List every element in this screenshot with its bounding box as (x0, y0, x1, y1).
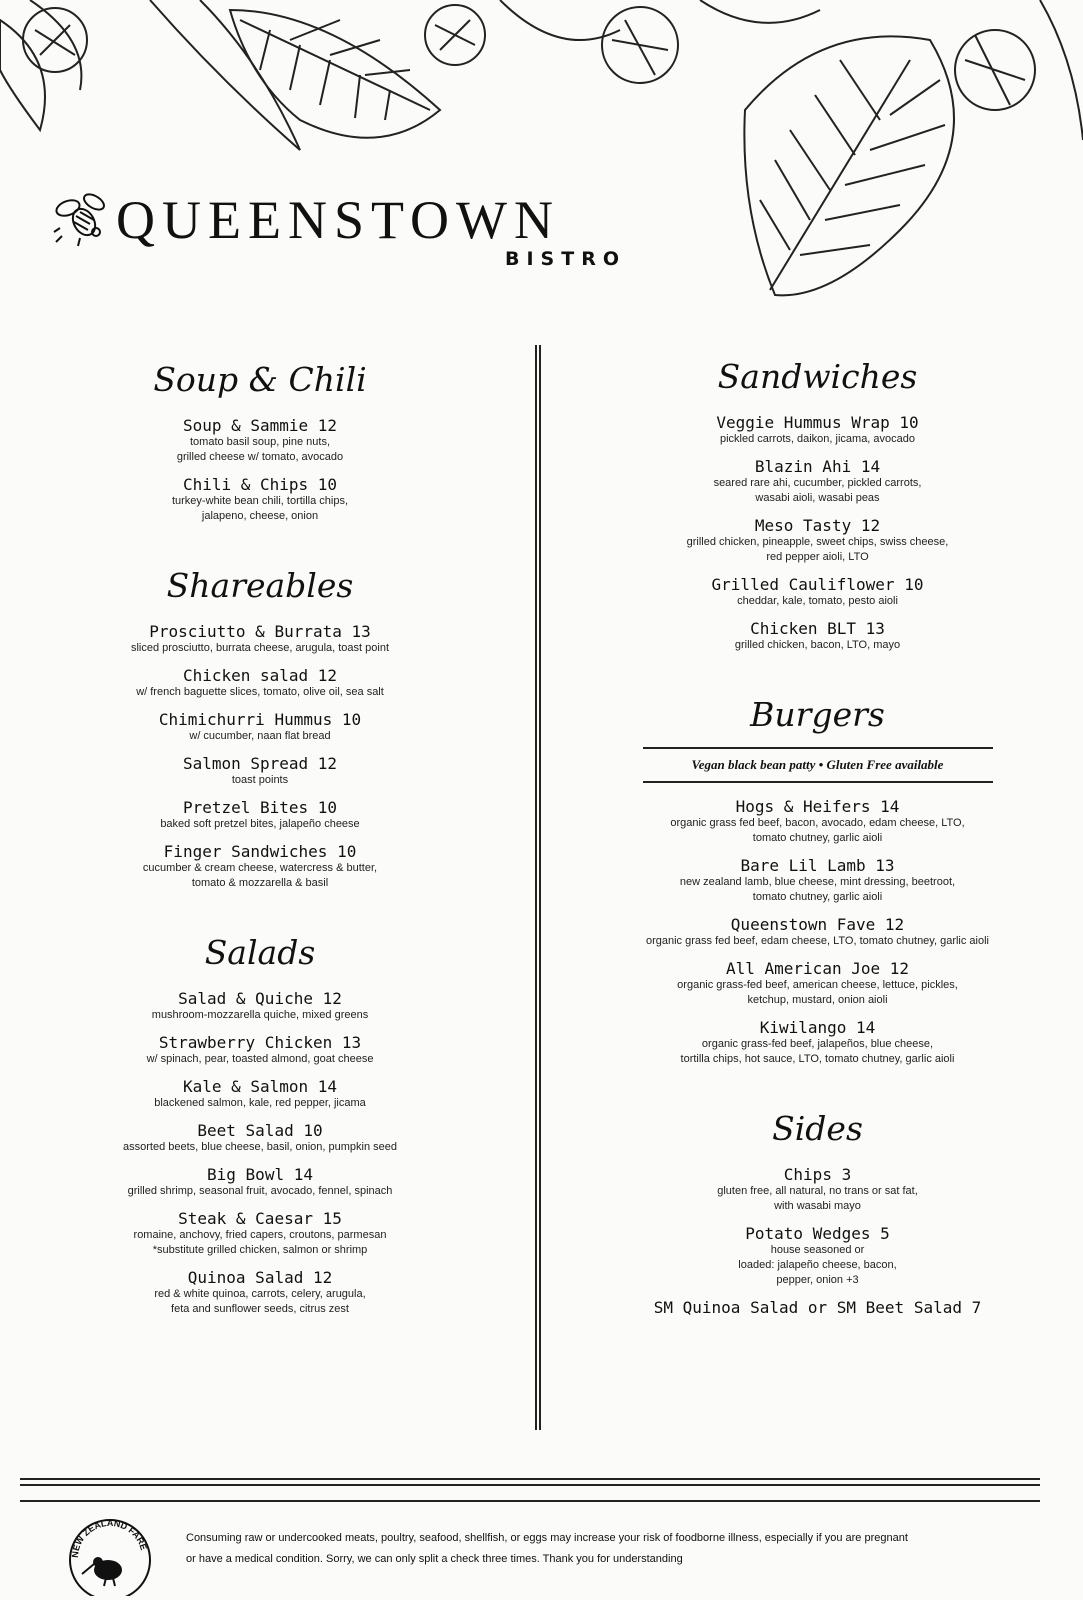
menu-item (85, 710, 435, 744)
menu-item-description: loaded: jalapeño cheese, bacon, (738, 1259, 897, 1271)
menu-item-description: grilled shrimp, seasonal fruit, avocado, fennel, spinach (127, 1185, 393, 1197)
menu-item-name: Chicken BLT 13 (750, 619, 885, 638)
menu-item-description: house seasoned or (770, 1244, 865, 1256)
menu-item-description: pickled carrots, daikon, jicama, avocado (719, 433, 916, 445)
menu-item-name: Blazin Ahi 14 (754, 457, 881, 476)
menu-item (610, 959, 1025, 1008)
menu-item-description: sliced prosciutto, burrata cheese, arugula, toast point (130, 642, 390, 654)
menu-item-name: Chicken salad 12 (182, 666, 338, 685)
menu-item-description: red pepper aioli, LTO (766, 551, 869, 563)
badge-text: NEW ZEALAND FARE (69, 1517, 149, 1559)
svg-text:NEW ZEALAND FARE (70, 1518, 149, 1558)
menu-item-name: Chimichurri Hummus 10 (158, 710, 362, 729)
section-sides (610, 1107, 1025, 1317)
menu-item (610, 619, 1025, 653)
section-burgers (610, 693, 1025, 1067)
menu-item-name: Grilled Cauliflower 10 (711, 575, 924, 594)
menu-item-name: Kiwilango 14 (759, 1018, 876, 1037)
menu-item (85, 1209, 435, 1258)
menu-item-name: Strawberry Chicken 13 (158, 1033, 362, 1052)
menu-item-name: Hogs & Heifers 14 (735, 797, 900, 816)
menu-item-description: tortilla chips, hot sauce, LTO, tomato chutney, garlic aioli (680, 1053, 955, 1065)
menu-item-name: Salmon Spread 12 (182, 754, 338, 773)
allergy-notice (186, 1528, 1036, 1570)
menu-item-name: Steak & Caesar 15 (178, 1209, 342, 1228)
note-rule (643, 781, 993, 783)
menu-item (610, 516, 1025, 565)
menu-item (85, 622, 435, 656)
menu-item (85, 1077, 435, 1111)
footer-rule (20, 1500, 1040, 1502)
section-salads (85, 931, 435, 1317)
brand-name: QUEENSTOWN (116, 190, 560, 250)
menu-item-name: Pretzel Bites 10 (182, 798, 338, 817)
menu-item-description: w/ cucumber, naan flat bread (189, 730, 331, 742)
menu-item (85, 798, 435, 832)
menu-item-description: seared rare ahi, cucumber, pickled carrots, (713, 477, 922, 489)
menu-item-name: Soup & Sammie 12 (182, 416, 338, 435)
menu-item-description: tomato basil soup, pine nuts, (189, 436, 331, 448)
menu-item (610, 575, 1025, 609)
menu-item-description: new zealand lamb, blue cheese, mint dressing, beetroot, (679, 876, 956, 888)
footer-rule (20, 1484, 1040, 1486)
menu-item-name: SM Quinoa Salad or SM Beet Salad 7 (653, 1298, 982, 1317)
menu-item (610, 457, 1025, 506)
brand-subtitle: BISTRO (505, 248, 626, 270)
menu-item-name: Veggie Hummus Wrap 10 (716, 413, 919, 432)
menu-item-description: cheddar, kale, tomato, pesto aioli (737, 595, 898, 607)
menu-item-description: blackened salmon, kale, red pepper, jicama (154, 1097, 366, 1109)
menu-item (610, 1224, 1025, 1288)
menu-item (85, 989, 435, 1023)
section-title: Burgers (750, 695, 885, 734)
menu-item-description: jalapeno, cheese, onion (201, 510, 319, 522)
menu-item-description: tomato chutney, garlic aioli (752, 832, 883, 844)
menu-item-description: assorted beets, blue cheese, basil, onion, pumpkin seed (123, 1141, 397, 1153)
menu-left-column (85, 358, 435, 1357)
menu-item-description: cucumber & cream cheese, watercress & butter, (142, 862, 378, 874)
dietary-note (643, 747, 993, 783)
menu-item (85, 416, 435, 465)
menu-item (610, 797, 1025, 846)
menu-item-name: Quinoa Salad 12 (187, 1268, 333, 1287)
menu-item-description: gluten free, all natural, no trans or sat fat, (717, 1185, 918, 1197)
menu-item-description: organic grass-fed beef, jalapeños, blue cheese, (701, 1038, 934, 1050)
menu-item (610, 1298, 1025, 1317)
menu-item-description: romaine, anchovy, fried capers, croutons, parmesan (133, 1229, 387, 1241)
menu-item-description: w/ french baguette slices, tomato, olive oil, sea salt (136, 686, 384, 698)
menu-item-name: Salad & Quiche 12 (178, 989, 342, 1008)
menu-item (85, 1165, 435, 1199)
section-shareables (85, 564, 435, 891)
menu-right-column (610, 355, 1025, 1357)
menu-item (85, 1268, 435, 1317)
menu-item (85, 1033, 435, 1067)
footer-rule (20, 1478, 1040, 1480)
menu-item (85, 842, 435, 891)
menu-item-description: grilled chicken, pineapple, sweet chips, swiss cheese, (686, 536, 949, 548)
menu-item-description: ketchup, mustard, onion aioli (747, 994, 888, 1006)
menu-item (610, 856, 1025, 905)
menu-item-description: wasabi aioli, wasabi peas (755, 492, 880, 504)
menu-item-description: grilled cheese w/ tomato, avocado (176, 451, 344, 463)
section-title: Sides (772, 1109, 863, 1148)
menu-item-name: Queenstown Fave 12 (730, 915, 905, 934)
menu-item-description: tomato & mozzarella & basil (191, 877, 329, 889)
section-title: Soup & Chili (153, 360, 367, 399)
notice-line-1: Consuming raw or undercooked meats, poultry, seafood, shellfish, or eggs may increase your risk of foodborne illness, especially if you are pregnant (186, 1532, 908, 1544)
menu-item-name: Chili & Chips 10 (182, 475, 338, 494)
menu-item-description: toast points (231, 774, 289, 786)
column-divider (535, 345, 541, 1430)
menu-item-name: Meso Tasty 12 (754, 516, 881, 535)
menu-item-description: organic grass fed beef, edam cheese, LTO, tomato chutney, garlic aioli (645, 935, 990, 947)
notice-line-2: or have a medical condition. Sorry, we can only split a check three times. Thank you for understanding (186, 1553, 683, 1565)
menu-item-name: Finger Sandwiches 10 (163, 842, 357, 861)
menu-item-description: pepper, onion +3 (776, 1274, 859, 1286)
section-title: Salads (204, 933, 316, 972)
menu-item (610, 1165, 1025, 1214)
menu-item (85, 754, 435, 788)
menu-item-name: Bare Lil Lamb 13 (740, 856, 895, 875)
menu-item-name: Big Bowl 14 (207, 1165, 313, 1184)
menu-item-description: organic grass fed beef, bacon, avocado, edam cheese, LTO, (670, 817, 965, 829)
menu-item (610, 915, 1025, 949)
menu-item (85, 666, 435, 700)
menu-item-description: grilled chicken, bacon, LTO, mayo (734, 639, 901, 651)
menu-item-description: feta and sunflower seeds, citrus zest (171, 1303, 349, 1315)
menu-item-description: tomato chutney, garlic aioli (752, 891, 883, 903)
menu-item-name: Kale & Salmon 14 (182, 1077, 338, 1096)
menu-item (85, 1121, 435, 1155)
menu-item-name: Prosciutto & Burrata 13 (149, 622, 371, 641)
section-soup-chili (85, 358, 435, 524)
new-zealand-fare-badge (58, 1508, 158, 1596)
menu-item-description: w/ spinach, pear, toasted almond, goat cheese (146, 1053, 374, 1065)
menu-item-name: Chips 3 (783, 1165, 852, 1184)
section-title: Sandwiches (717, 357, 918, 396)
menu-item-description: baked soft pretzel bites, jalapeño cheese (160, 818, 360, 830)
menu-item-description: organic grass-fed beef, american cheese, lettuce, pickles, (677, 979, 958, 991)
menu-item (610, 1018, 1025, 1067)
section-title: Shareables (166, 566, 354, 605)
menu-item-description: with wasabi mayo (774, 1200, 861, 1212)
menu-item (85, 475, 435, 524)
menu-item-description: red & white quinoa, carrots, celery, arugula, (154, 1288, 366, 1300)
menu-item (610, 413, 1025, 447)
dietary-note-text: Vegan black bean patty • Gluten Free available (691, 757, 944, 772)
menu-item-name: Potato Wedges 5 (745, 1224, 890, 1243)
section-sandwiches (610, 355, 1025, 653)
menu-item-name: Beet Salad 10 (197, 1121, 323, 1140)
menu-item-description: *substitute grilled chicken, salmon or shrimp (152, 1244, 368, 1256)
menu-item-description: turkey-white bean chili, tortilla chips, (171, 495, 349, 507)
bee-icon (50, 188, 112, 250)
restaurant-logo (50, 188, 650, 278)
menu-item-name: All American Joe 12 (725, 959, 910, 978)
menu-item-description: mushroom-mozzarella quiche, mixed greens (151, 1009, 369, 1021)
